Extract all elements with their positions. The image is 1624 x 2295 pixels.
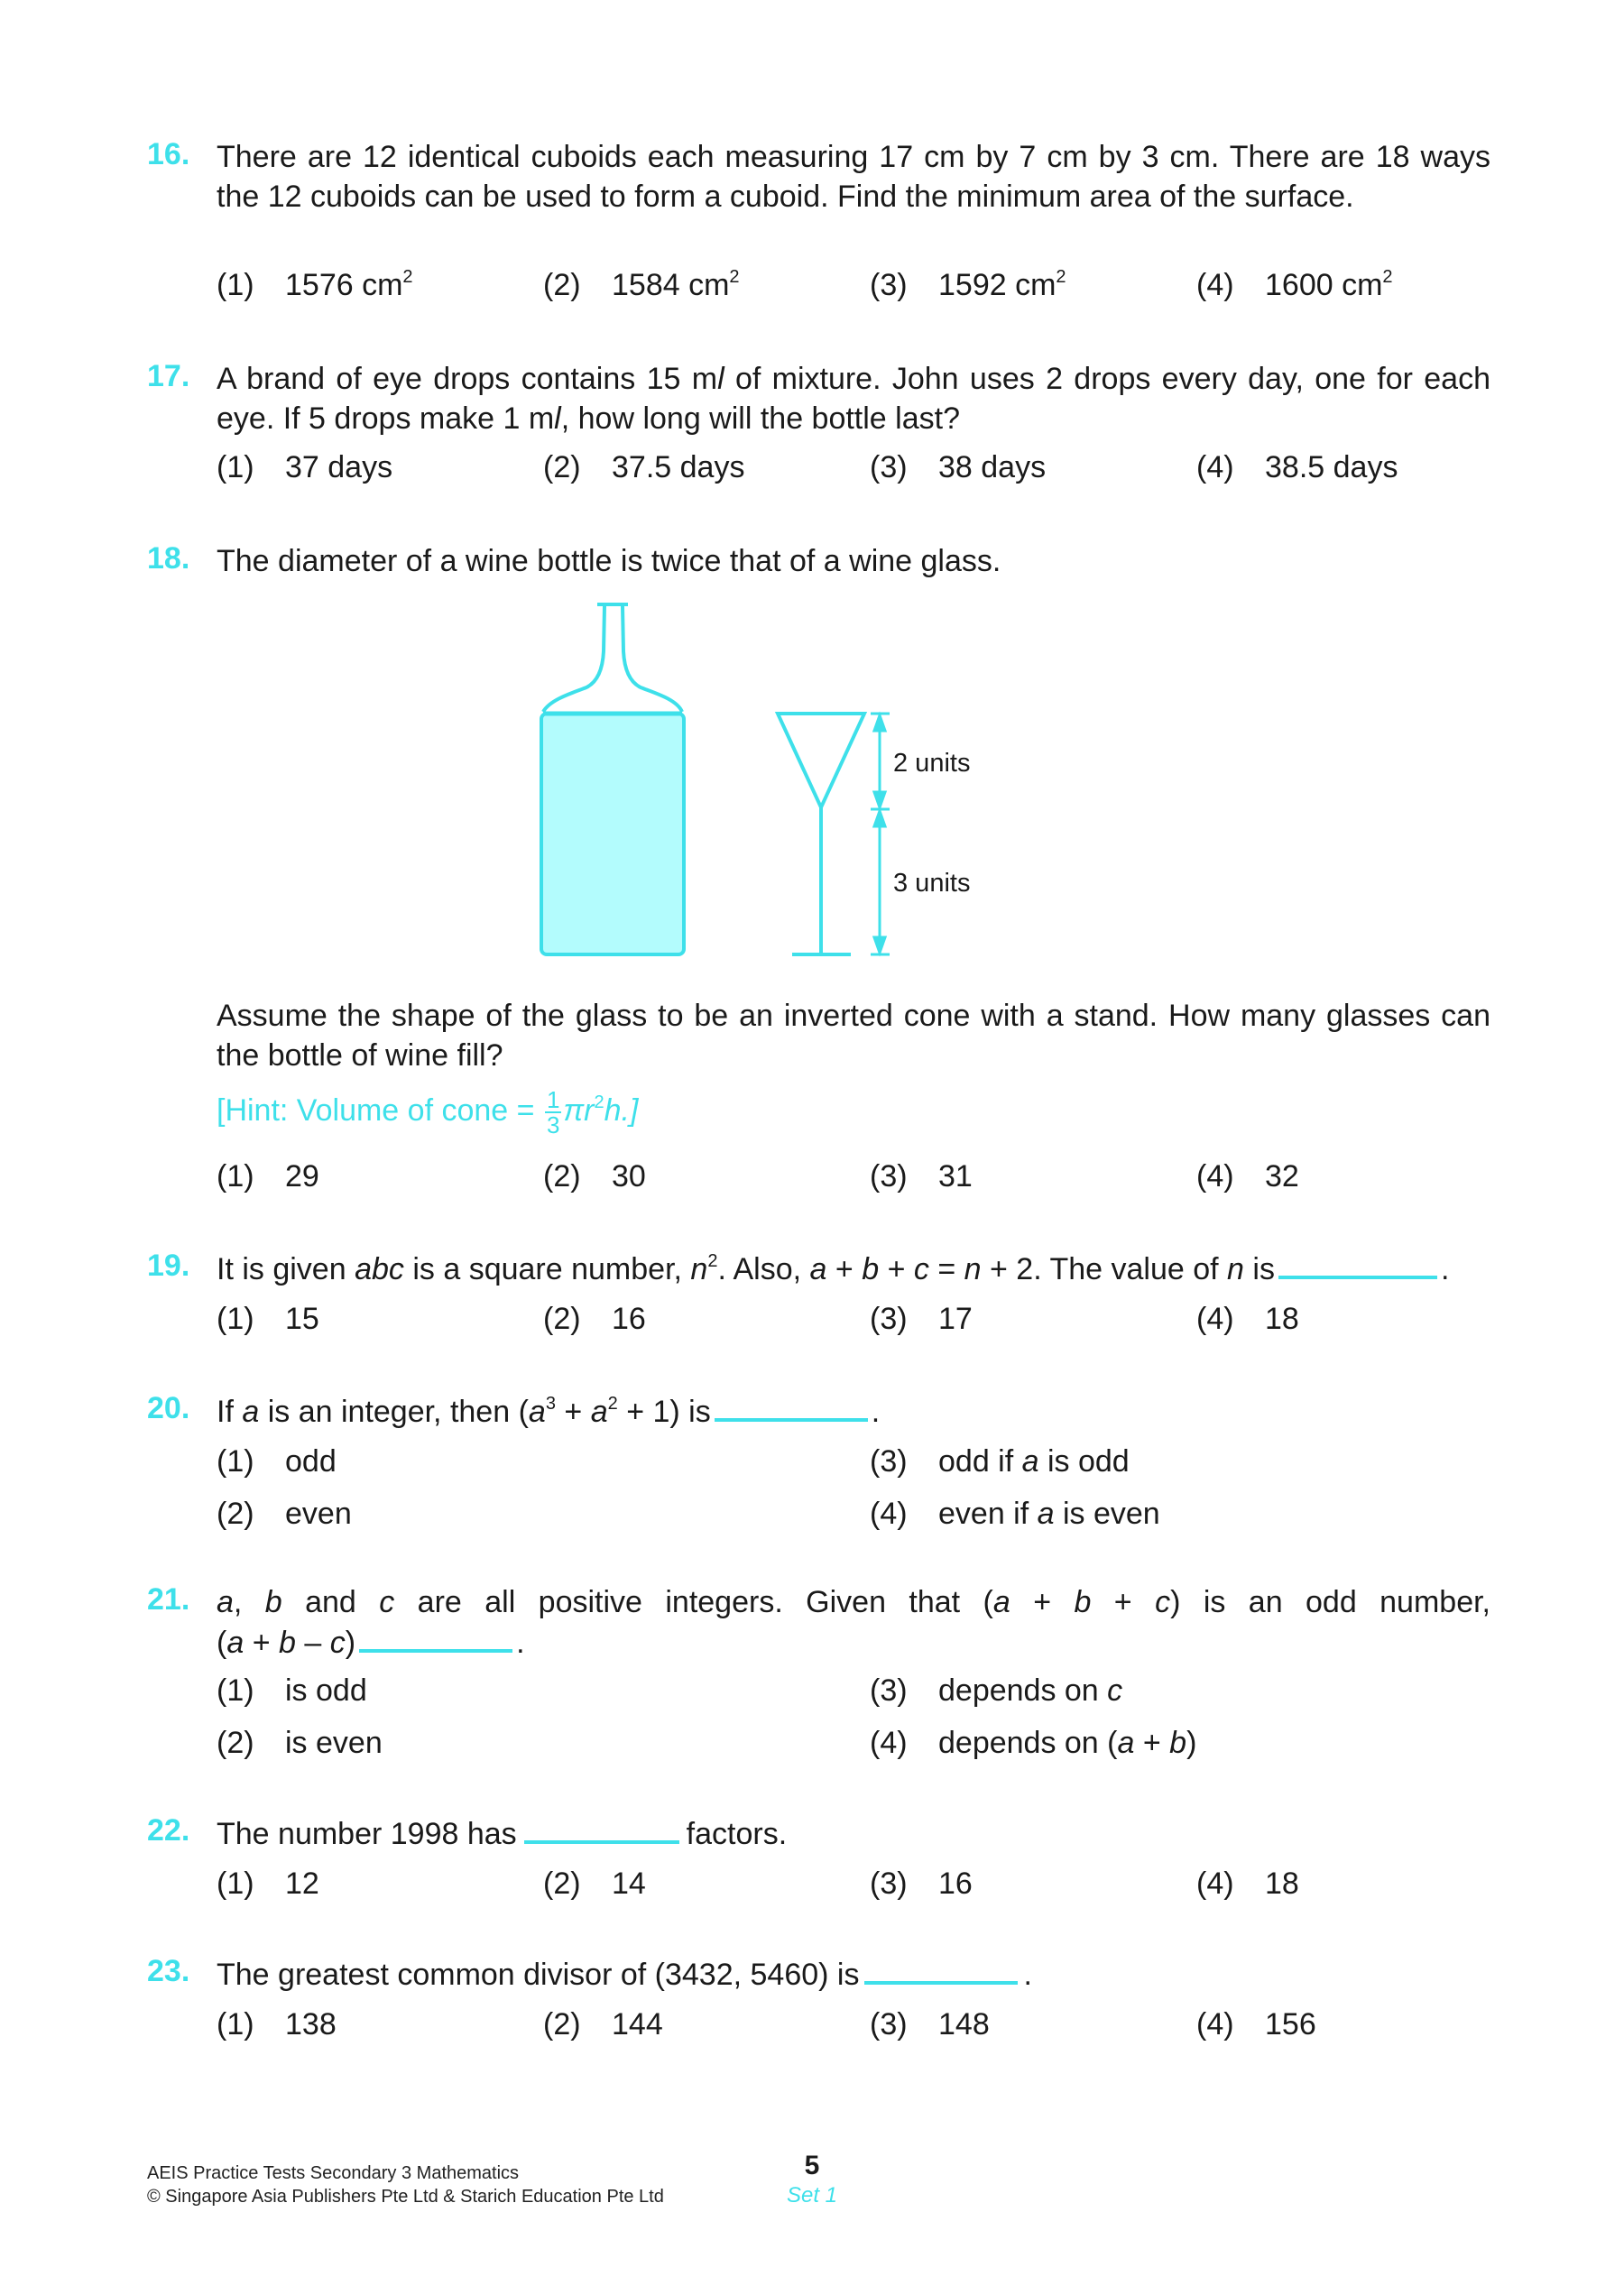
dimension-label-top: 2 units [893, 749, 971, 778]
question-text: A brand of eye drops contains 15 ml of mixture. John uses 2 drops every day, one for each eye. If 5 drops make 1 ml, how long will the bottle last? [217, 362, 1491, 436]
option-1[interactable]: (1) 12 [217, 1866, 319, 1901]
set-label: Set 1 [786, 2183, 838, 2207]
option-4[interactable]: (4) 32 [1196, 1159, 1299, 1194]
footer-book-title: AEIS Practice Tests Secondary 3 Mathematics [147, 2163, 520, 2183]
option-1[interactable]: (1) 138 [217, 2007, 337, 2042]
option-1[interactable]: (1) is odd [217, 1673, 367, 1708]
answer-blank[interactable] [359, 1622, 512, 1653]
option-4[interactable]: (4) 156 [1196, 2007, 1316, 2042]
option-4[interactable]: (4) 18 [1196, 1866, 1299, 1901]
option-1[interactable]: (1) 15 [217, 1302, 319, 1336]
option-2[interactable]: (2) is even [217, 1726, 383, 1760]
option-2[interactable]: (2) 1584 $cm^2$ [543, 267, 740, 302]
question-text: The diameter of a wine bottle is twice that of a wine glass. [217, 544, 1001, 578]
footer-credits [147, 2161, 664, 2208]
question-number: 19. [147, 1249, 190, 1283]
answer-blank[interactable] [715, 1391, 868, 1422]
question-text: It is given abc is a square number, $n^2$. Also, a + b + c = n + 2. The value of n is . [217, 1249, 1490, 1289]
option-3[interactable]: (3) 16 [870, 1866, 973, 1901]
dimension-label-stem: 3 units [893, 869, 971, 898]
wine-glass-icon [778, 714, 864, 954]
answer-blank[interactable] [1278, 1249, 1437, 1279]
option-3[interactable]: (3) 1592 $cm^2$ [870, 267, 1066, 302]
question-text: The number 1998 has factors. [217, 1813, 1490, 1854]
answer-blank[interactable] [524, 1813, 679, 1844]
option-1[interactable]: (1) 1576 $cm^2$ [217, 267, 413, 302]
question-number: 21. [147, 1582, 190, 1617]
question-text: If a is an integer, then $(a^3 + a^2 + 1)$ is . [217, 1391, 1490, 1432]
footer-copyright: © Singapore Asia Publishers Pte Ltd & Starich Education Pte Ltd [147, 2187, 664, 2207]
option-2[interactable]: (2) 14 [543, 1866, 646, 1901]
question-number: 22. [147, 1813, 190, 1848]
question-number: 20. [147, 1391, 190, 1425]
option-3[interactable]: (3) 148 [870, 2007, 990, 2042]
question-number: 16. [147, 137, 190, 171]
question-number: 18. [147, 541, 190, 576]
option-1[interactable]: (1) 37 days [217, 450, 393, 484]
option-4[interactable]: (4) even if a is even [870, 1497, 1160, 1531]
option-3[interactable]: (3) 31 [870, 1159, 973, 1194]
wine-bottle-icon [541, 604, 684, 954]
option-3[interactable]: (3) 17 [870, 1302, 973, 1336]
question-text: a, b and c are all positive integers. Given that (a + b + c) is an odd number, (a + b – c) . [217, 1585, 1491, 1660]
option-2[interactable]: (2) even [217, 1497, 352, 1531]
page-number: 5 [804, 2151, 820, 2180]
option-2[interactable]: (2) 16 [543, 1302, 646, 1336]
option-1[interactable]: (1) odd [217, 1444, 337, 1479]
dimension-lines [871, 714, 890, 954]
hint-text: [Hint: Volume of cone = $\frac{1}{3}$ $\pi r^2h$.] [217, 1086, 639, 1138]
option-3[interactable]: (3) odd if a is odd [870, 1444, 1130, 1479]
option-4[interactable]: (4) depends on (a + b) [870, 1726, 1197, 1760]
option-2[interactable]: (2) 30 [543, 1159, 646, 1194]
answer-blank[interactable] [864, 1954, 1018, 1985]
question-number: 23. [147, 1954, 190, 1988]
question-text: There are 12 identical cuboids each measuring 17 cm by 7 cm by 3 cm. There are 18 ways the 12 cuboids can be used to form a cuboid. Find the minimum area of the surface. [217, 140, 1490, 214]
question-text-continued: Assume the shape of the glass to be an inverted cone with a stand. How many glasses can the bottle of wine fill? [217, 999, 1490, 1073]
option-2[interactable]: (2) 37.5 days [543, 450, 745, 484]
option-4[interactable]: (4) 1600 $cm^2$ [1196, 267, 1393, 302]
option-2[interactable]: (2) 144 [543, 2007, 663, 2042]
option-3[interactable]: (3) 38 days [870, 450, 1047, 484]
bottle-and-glass-figure [523, 586, 1119, 983]
option-4[interactable]: (4) 38.5 days [1196, 450, 1398, 484]
option-1[interactable]: (1) 29 [217, 1159, 319, 1194]
question-text: The greatest common divisor of (3432, 5460) is . [217, 1954, 1490, 1995]
option-4[interactable]: (4) 18 [1196, 1302, 1299, 1336]
option-3[interactable]: (3) depends on c [870, 1673, 1123, 1708]
fraction-one-third: $\frac{1}{3}$ [546, 1086, 560, 1138]
question-number: 17. [147, 359, 190, 393]
